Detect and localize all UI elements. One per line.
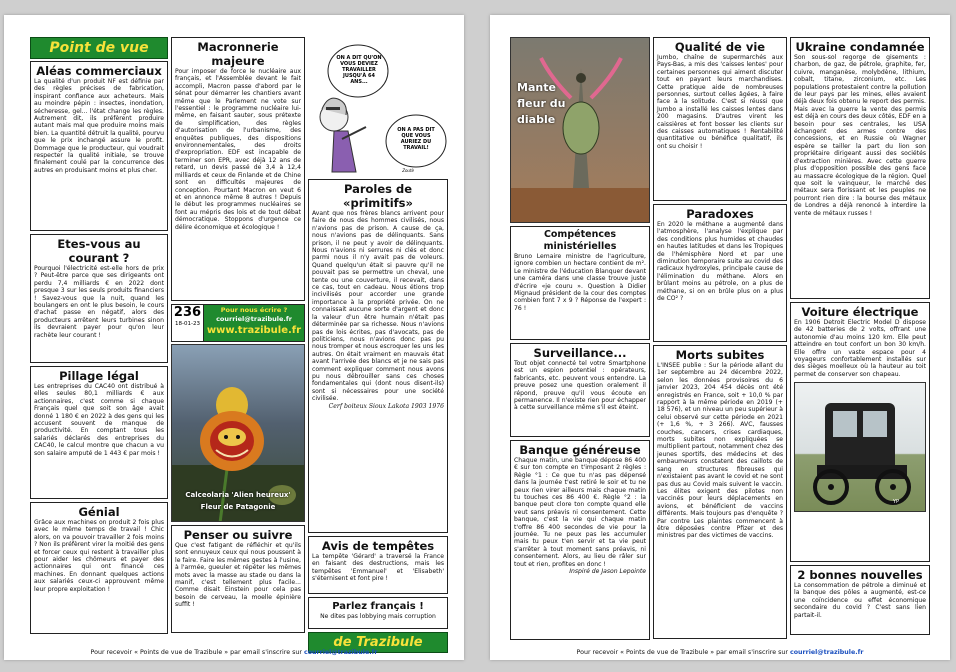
article-text: Grâce aux machines on produit 2 fois plus avec le même temps de travail ! Chic alors, on va pouvoir travailler 2 fois moins ? Non ils préfèrent virer la moitié des gens et forcer ceux qui restent à travailler plus pour aider les chômeurs et payer des actionnaires qui ont financé ces machines. En donnant quelques actions aux salariés ceux-ci approuvent même leur propre exploitation ! [34, 519, 164, 593]
newsletter-page-right [490, 15, 950, 660]
article-title: Morts subites [675, 348, 765, 362]
article-title: Paroles de «primitifs» [343, 182, 413, 210]
article-paradoxes [653, 204, 787, 342]
contact-banner [171, 304, 305, 342]
article-title: Surveillance... [533, 346, 627, 360]
mantis-photo [510, 37, 650, 223]
article-text: La consommation de pétrole a diminué et la banque des pôles a augmenté, est-ce une coïncidence ou effet économique secondaire du covid ? C'est sans lien partait-il. [794, 582, 926, 619]
article-macronnerie [171, 37, 305, 301]
article-title: Etes-vous au courant ? [57, 237, 141, 265]
article-text: Jumbo, chaîne de supermarchés aux Pays-Bas, a mis des 'caisses lentes' pour certaines personnes qui aiment discuter tout en payant leurs marchandises. Cette pratique aide de nombreuses personnes, surtout celles âgées, à faire face à la solitude. C'est si réussi que Jumbo a installé les caisses lentes dans 200 magasins. D'autres virent les caissières et font bosser les clients sur des caisses automatiques ! Rentabilité quantitative ou bénéfice qualitatif, ils ont su choisir ! [657, 54, 783, 150]
article-text: Avant que nos frères blancs arrivent pour faire de nous des hommes civilisés, nous n'avions pas de prison. A cause de ça, nous n'avions pas de délinquants. Sans prison, il ne peut y avoir de délinquants. Nous n'avions ni serrures ni clés et donc parmi nous il n'y avait pas de voleurs. Quand quelqu'un était si pauvre qu'il ne pouvait pas se permettre un cheval, une tente ou une couverture, il recevait, dans ce cas, tout en cadeau. Nous étions trop incivilisés pour accorder une grande importance à la propriété privée. On ne connaissait aucune sorte d'argent et donc la valeur d'un être humain n'était pas déterminée par sa richesse. Nous n'avions pas de lois écrites, pas d'avocats, pas de politiciens, nous n'avions donc pas pu nous tromper et nous escroquer les uns les autres. On était vraiment en mauvais état avant l'arrivée des blancs et je ne sais pas comment expliquer comment nous avons pu nous débrouiller sans ces choses fondamentales qui (dont nous disent-ils) sont si nécessaires pour une société civilisée. [312, 210, 444, 403]
electric-car-image [795, 383, 926, 512]
article-title: Paradoxes [686, 207, 754, 221]
cartoon [308, 37, 448, 177]
column-right-2 [653, 37, 787, 642]
issue-box [172, 305, 204, 341]
cartoon-signature: Zoutè [402, 168, 414, 173]
footer-email-link[interactable]: courriel@trazibule.fr [303, 649, 378, 656]
article-text: Tout objet connecté tel votre Smartphone est un espion potentiel : opérateurs, fabricants, etc. peuvent vous entendre. La preuve posez une question oralement il répond, preuve qu'il vous écoute en permanence. Il n'existe rien pour échapper à cette surveillance même s'il est éteint. [514, 360, 646, 412]
article-morts [653, 345, 787, 639]
article-text: En 1906 Detroit Electric Model D dispose de 42 batteries de 2 volts, offrant une autonomie d'au moins 120 km. Elle peut atteindre en tout confort un bon 30 km/h. Elle offre un vaste espace pour 4 voyageurs confortablement installés sur des sièges moelleux où la hauteur au toit permet de conserver son chapeau. [794, 319, 926, 378]
column-right-3 [790, 37, 930, 638]
article-genial [30, 502, 168, 634]
article-title: Pillage légal [59, 369, 139, 383]
article-text: Son sous-sol regorge de gisements : charbon, de gaz, de pétrole, graphite, fer, cuivre, manganèse, molybdène, lithium, cobalt, titane, zirconium, etc. Les populations protestaient contre la pollution de leur pays par les mines, elles avaient déjà deux fois obtenu le report des permis. Mais avec la guerre la vente des permis est déjà en cours des deux côtés, EDF en a besoin pour ses centrales, les USA échangent des armes contre des concessions, et en Russie où Wagner espère se tailler la part du lion son propriétaire dirigeant aussi des sociétés d'extraction minières. Avec cette guerre plus d'opposition possible des gens face au massacre écologique de la région. Quel que soit le vainqueur, le marché des métaux sera florissant et les peuples ne pourront rien dire : la bourse des métaux de Londres a déjà renoncé à interdire la vente de métaux russes ! [794, 54, 926, 217]
article-aleas [30, 61, 168, 231]
article-text: Bruno Lemaire ministre de l'agriculture, ignore combien un hectare contient de m². Le ministre de l'éducation Blanquer devant une caméra dans une classe trouve juste d'écrire «je couru ». Question à Didier Mignaud président de la cour des comptes combien font 7 x 9 ? Réponse de l'expert : 76 ! [514, 253, 646, 312]
article-text: Les entreprises du CAC40 ont distribué à elles seules 80,1 milliards € aux actionnaires, c'est comme si chaque Français quel que soit son âge avait donné 1 180 € en 2022 à des gens qui les accusent souvent de manque de productivité. En comptant tous les salariés déclarés des entreprises du CAC40, le calcul montre que chacun a vu son salaire amputé de 1 443 € par mois ! [34, 383, 164, 457]
article-penser [171, 525, 305, 633]
article-pillage [30, 366, 168, 499]
mantis-caption: Mante fleur du diable [517, 81, 566, 126]
flower-photo [171, 344, 305, 522]
article-title: Ukraine condamnée [795, 40, 925, 54]
article-title: Aléas commerciaux [36, 64, 162, 78]
footer-text: Pour recevoir « Points de vue de Trazibule » par email s'inscrire sur [90, 649, 302, 656]
column-left-2 [171, 37, 305, 636]
article-nouvelles [790, 565, 930, 635]
website-link[interactable]: www.trazibule.fr [206, 325, 302, 336]
article-voiture [790, 302, 930, 562]
article-qualite [653, 37, 787, 201]
article-title: Qualité de vie [674, 40, 766, 54]
car-photo [794, 382, 926, 512]
footer-right [490, 649, 950, 656]
contact-label: Pour nous écrire ? [220, 306, 288, 314]
banner-point-de-vue: Point de vue [30, 37, 168, 59]
article-text: Que c'est fatigant de réfléchir et qu'ils sont ennuyeux ceux qui nous poussent à le faire. Faire les mêmes gestes à l'usine, à l'armée, gueuler et répéter les mêmes mots avec la masse au stade ou dans la manif, c'est tellement plus facile... Comme disait Einstein pour cela pas besoin de cerveau, la moelle épinière suffit ! [175, 542, 301, 609]
article-title: Penser ou suivre [183, 528, 293, 542]
article-signature: Inspiré de Jason Lepointe [569, 568, 646, 576]
column-right-1 [510, 37, 650, 643]
article-ukraine [790, 37, 930, 299]
article-title: Parlez français ! [332, 601, 424, 612]
article-text: La qualité d'un produit NF est définie par des règles précises de fabrication, inspirant confiance aux acheteurs. Mais au moindre pépin : insectes, inondation, sécheresse, gel... l'état change les règles. Autrement dit, ils préfèrent produire autant mais mal que produire moins mais bien. La quantité détruit la qualité, pourvu que le prix inchangé assure le profit. Dommage que le producteur, qui voudrait respecter la qualité initiale, se trouve finalement coulé par la concurrence des autres en produisant moins et plus cher. [34, 78, 164, 174]
article-title: Macronnerie majeure [197, 40, 279, 68]
banner-de-trazibule: de Trazibule [308, 632, 448, 653]
cartoon-bubble-1: ON A DIT QU'ON VOUS DEVIEZ TRAVAILLER JUSQU'À 64 ANS... [336, 55, 382, 85]
article-title: Avis de tempêtes [321, 539, 435, 553]
article-text: En 2020 le méthane a augmenté dans l'atmosphère, l'analyse l'explique par des conditions plus humides et chaudes en hautes latitudes et dans les Tropiques de l'hémisphère Nord et par une diminution temporaire suite au covid des radicaux hydroxyles, principale cause de l'élimination du méthane. Alors en brûlant moins au pétrole, on a plus de méthane, si on en brûle plus on a plus de CO² ? [657, 221, 783, 303]
footer-email-link[interactable]: courriel@trazibule.fr [789, 649, 864, 656]
contact-email-link[interactable]: courriel@trazibule.fr [216, 315, 292, 323]
article-title: Banque généreuse [519, 443, 641, 457]
article-title: Voiture électrique [801, 305, 919, 319]
newsletter-page-left [4, 15, 464, 660]
footer-text: Pour recevoir « Points de vue de Trazibule » par email s'inscrire sur [576, 649, 788, 656]
article-signature: Cerf boiteux Sioux Lakota 1903 1976 [328, 402, 444, 410]
article-text: L'INSEE publie : Sur la période allant du 1er septembre au 24 décembre 2022, selon les données provisoires du 6 janvier 2023, 204 454 décès ont été enregistrés en France, soit + 10,0 % par rapport à la même période en 2019 (+ 18 576), et un niveau un peu supérieur à celui observé sur cette période en 2021 (+ 1,6 %, + 3 266). AVC, fausses couches, cancers, crises cardiaques, morts subites non expliquées se multiplient partout, notamment chez des jeunes sportifs, des médecins et des embaumeurs constatent des caillots de sang en structures fibreuses qui n'existaient pas avant le covid et ne sont pas dus au Covid mais suivent le vaccin. Les élites exigent des pilotes non vaccinés pour leurs déplacements en avions, et bénéficient de vaccins différents. Mais toujours pas d'enquête ? Par contre Les plaintes commencent à être déposées contre Pfizer et des ministres par des victimes de vaccins. [657, 362, 783, 540]
column-left-3 [308, 37, 448, 653]
article-competences [510, 226, 650, 340]
article-title: Génial [78, 505, 120, 519]
article-francais [308, 597, 448, 629]
article-surveillance [510, 343, 650, 437]
article-banque [510, 440, 650, 640]
article-text: Chaque matin, une banque dépose 86 400 € sur ton compte en t'imposant 2 règles : Règle °1 : Ce que tu n'as pas dépensé dans la journée t'est retiré le soir et tu ne peux rien virer ailleurs mais chaque matin tu touches ces 86 400 €. Règle °2 : la banque peut clore ton compte quand elle veut sans préavis ni consentement. Cette banque, c'est la vie qui chaque matin t'offre 86 400 secondes de vie pour la journée. Tu ne peux pas les accumuler mais tu peux t'en servir et ta vie peut s'arrêter à tout moment sans préavis, ni consentement. Alors, au lieu de râler sur tout et rien, profites en donc ! [514, 457, 646, 568]
article-tempetes [308, 536, 448, 594]
article-paroles [308, 179, 448, 533]
article-text: Pourquoi l'électricité est-elle hors de prix ? Peut-être parce que ses dirigeants ont perdu 7,4 milliards € en 2022 dont presque 3 sur les seuls produits financiers ! Savez-vous que la nuit, quand les boulangers en ont le plus besoin, le cours d'achat passe en négatif, alors des producteurs arrêtent leurs turbines sinon ils devraient payer pour qu'on leur rachète leur courant ! [34, 265, 164, 339]
article-courant [30, 234, 168, 363]
flower-caption-line1: Calceolaria 'Alien heureux' [185, 491, 291, 499]
flower-caption-line2: Fleur de Patagonie [200, 503, 276, 511]
issue-number: 236 [173, 305, 202, 320]
mantis-image [511, 38, 650, 223]
issue-date: 18-01-23 [175, 321, 200, 327]
article-text: Ne dites pas lobbying mais corruption [320, 613, 436, 620]
column-left-1 [30, 37, 168, 637]
article-title: Compétences ministérielles [543, 229, 617, 252]
footer-left [4, 649, 464, 656]
car-caption: YP [892, 499, 899, 506]
article-text: La tempête 'Gérard' a traversé la France en faisant des destructions, mais les tempêtes 'Emmanuel' et 'Elisabeth' s'éternisent et font pire ! [312, 553, 444, 583]
article-title: 2 bonnes nouvelles [797, 568, 923, 582]
article-text: Pour imposer de force le nucléaire aux français, et l'Assemblée devant le fait accompli, Macron passe d'abord par le sénat pour démarrer les chantiers avant même que le Parlement ne vote sur l'essentiel : le programme nucléaire lui-même, en faisant sauter, sous prétexte de simplification, des règles d'autorisation de l'urbanisme, des enquêtes publiques, des dispositions environnementales, des droits d'expropriation. EDF est incapable de terminer son EPR, avec déjà 12 ans de retard, un devis passé de 3,4 à 12,4 milliards et ceux de Finlande et de Chine sont en difficultés majeures de conception. Pourtant Macron en veut 6 et en annonce même 8 autres ! Depuis le début les programmes nucléaires se font au mépris des lois et de tout débat démocratique. Stoppons d'urgence ce délire économique et écologique ! [175, 68, 301, 231]
cartoon-bubble-2: ON A PAS DIT QUE VOUS AURIEZ DU TRAVAIL! [397, 127, 435, 151]
contact-area [204, 305, 304, 341]
